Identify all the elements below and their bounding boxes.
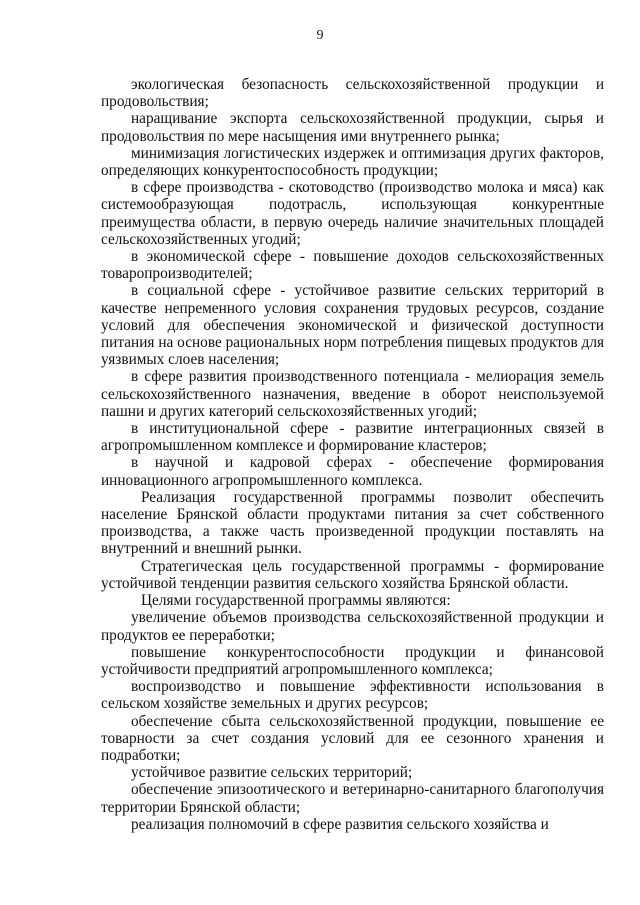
list-item: в научной и кадровой сферах - обеспечение формирования инновационного агропромышленного комплекса.	[101, 454, 604, 489]
list-item: устойчивое развитие сельских территорий;	[131, 764, 413, 782]
document-body	[101, 76, 604, 833]
paragraph: Целями государственной программы являются:	[141, 592, 451, 610]
list-item: обеспечение эпизоотического и ветеринарно-санитарного благополучия территории Брянской области;	[101, 781, 604, 816]
list-item: минимизация логистических издержек и оптимизация других факторов, определяющих конкурентоспособность продукции;	[101, 144, 604, 180]
list-item: наращивание экспорта сельскохозяйственной продукции, сырья и продовольствия по мере насыщения ими внутреннего рынка;	[101, 110, 604, 145]
paragraph: Стратегическая цель государственной программы - формирование устойчивой тенденции развития сельского хозяйства Брянской области.	[101, 557, 604, 592]
list-item: реализация полномочий в сфере развития сельского хозяйства и	[131, 815, 549, 833]
list-item: в сфере развития производственного потенциала - мелиорация земель сельскохозяйственного назначения, введение в оборот неиспользуемой пашни и других категорий сельскохозяйственных угодий;	[101, 368, 604, 420]
paragraph: Реализация государственной программы позволит обеспечить население Брянской области продуктами питания за счет собственного производства, а также часть произведенной продукции поставлять на внутренний и внешний рынки.	[101, 488, 604, 558]
list-item: увеличение объемов производства сельскохозяйственной продукции и продуктов ее переработки;	[101, 609, 604, 644]
list-item: в сфере производства - скотоводство (производство молока и мяса) как системообразующая подотрасль, использующая конкурентные преимущества области, в первую очередь наличие значительных площадей сельскохозяйственных угодий;	[101, 179, 604, 248]
list-item: в институциональной сфере - развитие интеграционных связей в агропромышленном комплексе и формирование кластеров;	[101, 420, 604, 455]
list-item: повышение конкурентоспособности продукции и финансовой устойчивости предприятий агропромышленного комплекса;	[101, 643, 604, 678]
list-item: экологическая безопасность сельскохозяйственной продукции и продовольствия;	[101, 76, 604, 111]
list-item: в экономической сфере - повышение доходов сельскохозяйственных товаропроизводителей;	[101, 248, 604, 283]
page-number: 9	[316, 28, 324, 43]
list-item: в социальной сфере - устойчивое развитие сельских территорий в качестве непременного условия сохранения трудовых ресурсов, создание условий для обеспечения экономической и физической доступности питания на основе рациональных норм потребления пищевых продуктов для уязвимых слоев населения;	[101, 282, 604, 369]
list-item: обеспечение сбыта сельскохозяйственной продукции, повышение ее товарности за счет создания условий для ее сезонного хранения и подработки;	[101, 712, 604, 764]
list-item: воспроизводство и повышение эффективности использования в сельском хозяйстве земельных и других ресурсов;	[101, 678, 604, 713]
